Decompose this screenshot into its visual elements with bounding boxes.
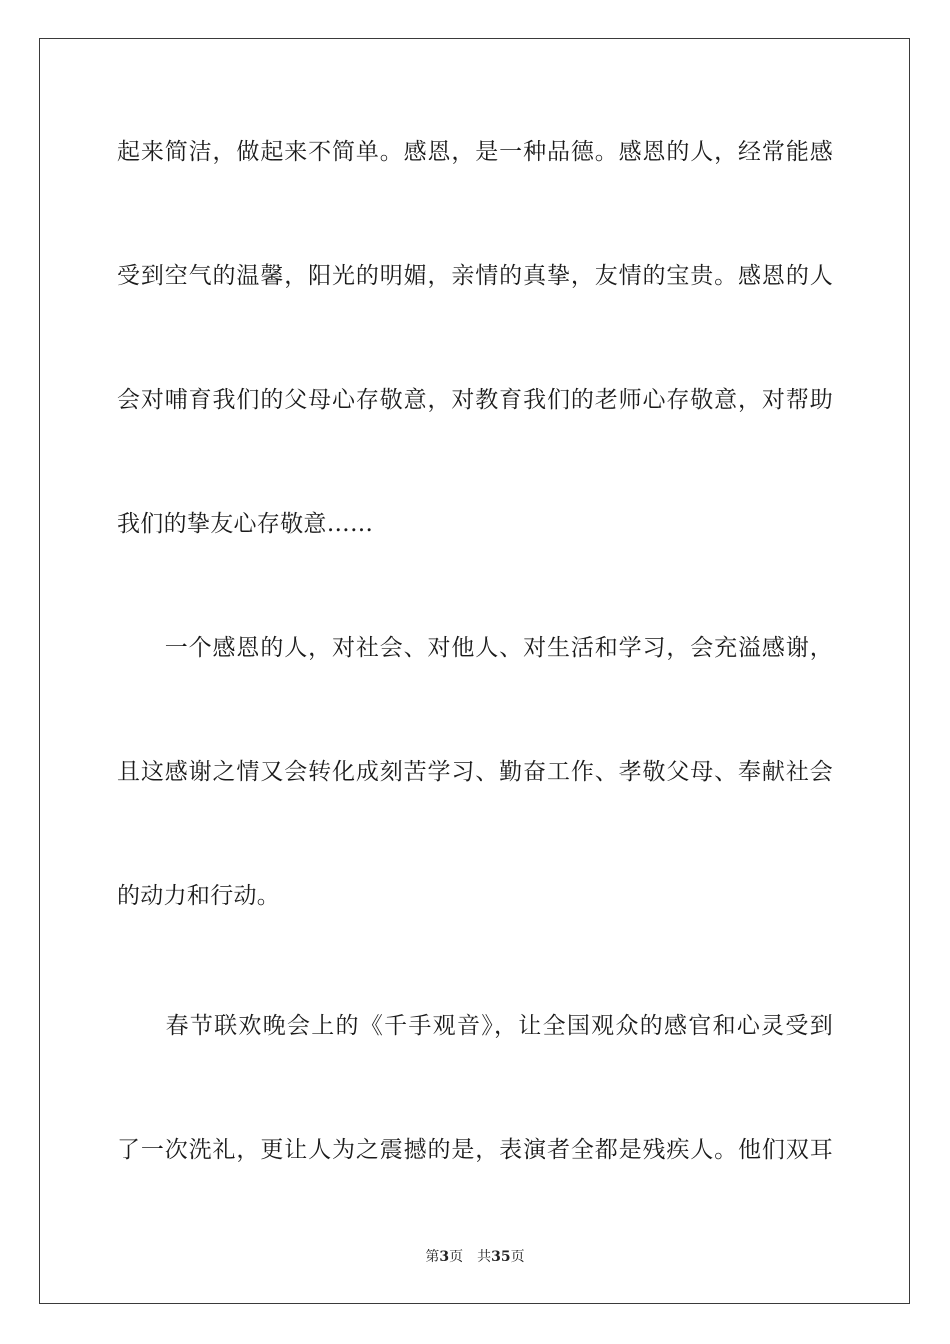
body-text-line-6: 且这感谢之情又会转化成刻苦学习、勤奋工作、孝敬父母、奉献社会 — [117, 759, 833, 785]
body-text-line-2: 受到空气的温馨，阳光的明媚，亲情的真挚，友情的宝贵。感恩的人 — [117, 263, 833, 289]
body-text-line-3: 会对哺育我们的父母心存敬意，对教育我们的老师心存敬意，对帮助 — [117, 387, 833, 413]
body-text-line-8: 春节联欢晚会上的《千手观音》，让全国观众的感官和心灵受到 — [117, 1013, 833, 1039]
page-frame — [39, 38, 910, 1304]
body-text-line-7: 的动力和行动。 — [117, 883, 281, 909]
total-pages: 35 — [491, 1249, 511, 1265]
page-suffix: 页 — [449, 1249, 464, 1265]
body-text-line-1: 起来简洁，做起来不简单。感恩，是一种品德。感恩的人，经常能感 — [117, 139, 833, 165]
body-text-line-5: 一个感恩的人，对社会、对他人、对生活和学习，会充溢感谢， — [117, 635, 833, 661]
total-prefix: 共 — [477, 1249, 492, 1265]
body-text-line-9: 了一次洗礼，更让人为之震撼的是，表演者全都是残疾人。他们双耳 — [117, 1137, 833, 1163]
page-prefix: 第 — [425, 1249, 440, 1265]
page-footer — [0, 1248, 950, 1266]
total-suffix: 页 — [510, 1249, 525, 1265]
body-text-line-4: 我们的挚友心存敬意…… — [117, 511, 374, 537]
page-number: 3 — [439, 1249, 450, 1265]
